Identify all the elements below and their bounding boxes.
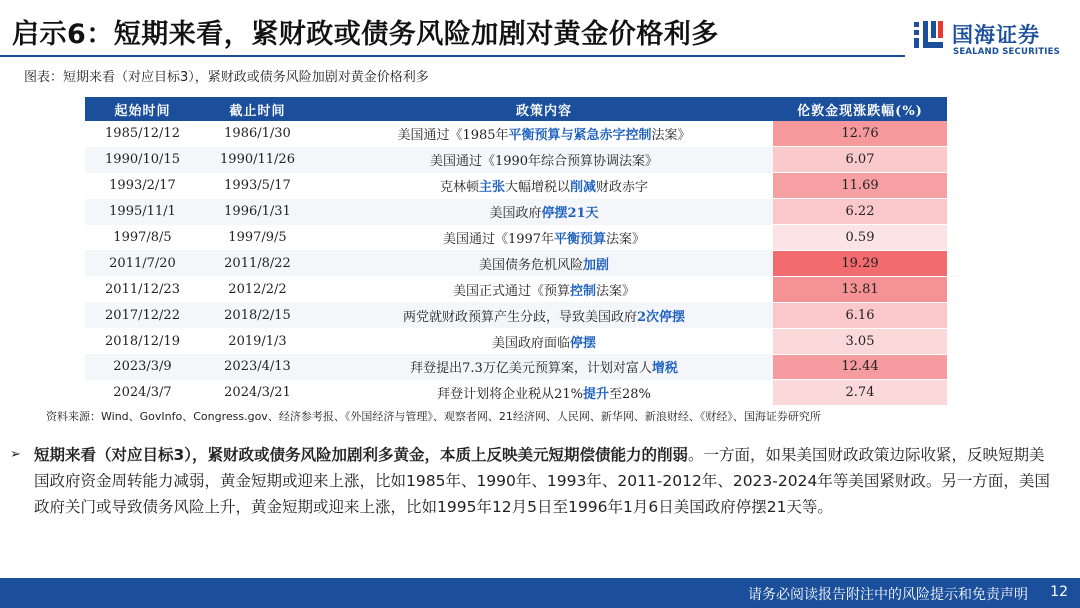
page-header: [0, 0, 1080, 60]
cell-gold-change: 13.81: [773, 276, 947, 302]
cell-gold-change: 6.16: [773, 302, 947, 328]
cell-end-date: 2023/4/13: [200, 354, 315, 380]
cell-start-date: 2017/12/22: [85, 302, 200, 328]
table-body: [85, 121, 947, 406]
policy-highlight: 停摆21天: [541, 206, 599, 222]
table-row: [85, 225, 947, 251]
policy-text: 美国通过《1997年: [442, 232, 555, 247]
policy-text: 法案》: [651, 128, 691, 144]
cell-policy: [315, 354, 773, 380]
cell-end-date: 1986/1/30: [224, 126, 291, 142]
cell-end-date: 2019/1/3: [228, 333, 287, 349]
policy-highlight: 加剧: [583, 257, 610, 273]
policy-highlight: 平衡预算: [554, 232, 607, 247]
policy-highlight: 停摆: [570, 335, 597, 351]
cell-policy: [315, 328, 773, 354]
page-number: 12: [1050, 584, 1068, 600]
policy-text: 美国通过《1990年综合预算协调法案》: [429, 154, 659, 170]
policy-highlight: 增税: [651, 361, 678, 377]
policy-highlight: 提升: [582, 387, 609, 403]
company-logo: [912, 18, 1072, 60]
cell-end-date: 2024/3/21: [224, 385, 291, 401]
header-start-date: 起始时间: [85, 97, 200, 121]
cell-gold-change: 2.74: [773, 380, 947, 406]
policy-highlight: 2次停摆: [636, 309, 686, 325]
table-row: [85, 302, 947, 328]
policy-text: 两党就财政预算产生分歧，导致美国政府: [402, 309, 637, 325]
policy-text: 拜登提出7.3万亿美元预算案，计划对富人: [410, 361, 652, 377]
paragraph-bold: 短期来看（对应目标3），紧财政或债务风险加剧利多黄金，本质上反映美元短期偿债能力的削弱: [34, 446, 689, 464]
cell-policy: [315, 302, 773, 328]
cell-gold-change: 19.29: [773, 250, 947, 276]
policy-text: 美国通过《1985年: [397, 128, 509, 144]
table-row: [85, 328, 947, 354]
source-note: 资料来源：Wind、GovInfo、Congress.gov、经济参考报、《外国经济与管理》、观察者网、21经济网、人民网、新华网、新浪财经、《财经》、国海证券研究所: [46, 410, 821, 423]
header-policy: 政策内容: [315, 97, 773, 121]
cell-policy: [315, 173, 773, 199]
policy-text: 法案》: [606, 232, 646, 247]
table-row: [85, 199, 947, 225]
title-underline: [0, 55, 905, 57]
cell-start-date: 1990/10/15: [85, 147, 200, 173]
cell-start-date: 2018/12/19: [105, 333, 180, 349]
cell-policy: [315, 250, 773, 276]
cell-start-date: 1985/12/12: [105, 126, 180, 142]
cell-end-date: 1996/1/31: [200, 199, 315, 225]
header-end-date: 截止时间: [200, 97, 315, 121]
cell-start-date: 1997/8/5: [113, 230, 172, 245]
cell-gold-change: 11.69: [773, 173, 947, 199]
table-row: [85, 250, 947, 276]
policy-text: 美国政府: [489, 206, 542, 222]
cell-gold-change: 12.76: [773, 121, 947, 147]
cell-gold-change: 12.44: [773, 354, 947, 380]
cell-end-date: 2011/8/22: [200, 250, 315, 276]
cell-gold-change: 6.07: [773, 147, 947, 173]
policy-highlight: 削减: [570, 180, 597, 196]
policy-text: 财政赤字: [596, 180, 649, 196]
logo-chinese-name: 国海证券: [952, 23, 1040, 47]
table-row: [85, 354, 947, 380]
cell-policy: [315, 225, 773, 251]
cell-start-date: 1995/11/1: [85, 199, 200, 225]
policy-highlight: 控制: [569, 283, 596, 299]
footer-disclaimer: 请务必阅读报告附注中的风险提示和免责声明: [748, 587, 1028, 603]
table-row: [85, 147, 947, 173]
cell-start-date: 2024/3/7: [113, 385, 172, 401]
table-row: [85, 121, 947, 147]
cell-end-date: 1990/11/26: [200, 147, 315, 173]
page-title: 启示6：短期来看，紧财政或债务风险加剧对黄金价格利多: [12, 19, 719, 50]
arrow-bullet-icon: ➢: [10, 447, 21, 462]
cell-start-date: 1993/2/17: [109, 178, 176, 194]
cell-policy: [315, 276, 773, 302]
cell-gold-change: 6.22: [773, 199, 947, 225]
cell-end-date: 1993/5/17: [224, 178, 291, 194]
cell-policy: [315, 199, 773, 225]
summary-paragraph: [10, 442, 1058, 520]
table-header-row: [85, 97, 947, 121]
cell-start-date: 2011/7/20: [85, 250, 200, 276]
policy-highlight: 主张: [478, 180, 505, 196]
cell-end-date: 1997/9/5: [228, 230, 287, 245]
policy-text: 大幅增税以: [504, 180, 570, 196]
figure-caption: 图表：短期来看（对应目标3），紧财政或债务风险加剧对黄金价格利多: [24, 70, 429, 85]
logo-english-name: SEALAND SECURITIES: [953, 47, 1060, 57]
table-row: [85, 276, 947, 302]
policy-text: 法案》: [596, 283, 636, 299]
cell-gold-change: 3.05: [773, 328, 947, 354]
sealand-logo-icon: [912, 18, 946, 52]
cell-policy: [315, 121, 773, 147]
policy-highlight: 平衡预算与紧急赤字控制: [508, 128, 652, 144]
policy-text: 克林顿: [439, 180, 479, 196]
policy-text: 拜登计划将企业税从21%: [437, 387, 583, 403]
cell-start-date: 2011/12/23: [105, 281, 180, 297]
cell-gold-change: 0.59: [773, 225, 947, 251]
table-row: [85, 380, 947, 406]
cell-start-date: 2023/3/9: [85, 354, 200, 380]
policy-text: 美国债务危机风险: [478, 257, 583, 273]
header-gold-change: 伦敦金现涨跌幅(%): [773, 97, 947, 121]
paragraph-rest: 。一方面，如果美国财政政策边际收紧，反映短期美国政府资金周转能力减弱，黄金短期或迎来上涨，比如1985年、1990年、1993年、2011-2012年、2023-2024年等美国紧财政。另一方面，美国政府关门或导致债务风险上升，黄金短期或迎来上涨，比如1995年12月5日至1996年1月6日美国政府停摆21天等。: [34, 446, 1050, 516]
policy-text: 美国正式通过《预算: [452, 283, 570, 299]
table-row: [85, 173, 947, 199]
policy-text: 美国政府面临: [491, 335, 570, 351]
footer-bar: [0, 578, 1080, 608]
cell-end-date: 2012/2/2: [228, 281, 287, 297]
cell-policy: [315, 147, 773, 173]
policy-table: [85, 97, 947, 406]
paragraph-text: [34, 442, 1058, 520]
policy-text: 至28%: [609, 387, 651, 403]
cell-policy: [315, 380, 773, 406]
cell-end-date: 2018/2/15: [200, 302, 315, 328]
